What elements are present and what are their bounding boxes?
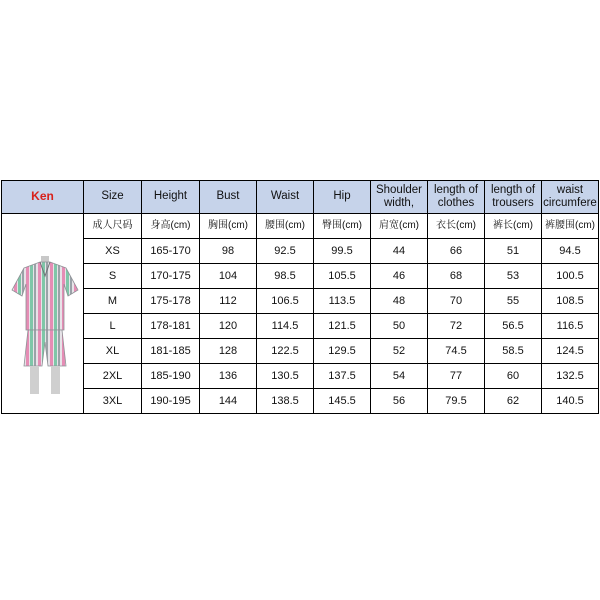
header-cell-bust: Bust — [200, 181, 257, 214]
table-row — [2, 264, 599, 289]
table-cell: 122.5 — [257, 339, 314, 364]
table-cell: 58.5 — [485, 339, 542, 364]
chinese-header-row — [2, 214, 599, 239]
table-cell: 66 — [428, 239, 485, 264]
table-cell: 92.5 — [257, 239, 314, 264]
product-image-cell — [2, 214, 84, 414]
table-cell: S — [84, 264, 142, 289]
table-cell: 46 — [371, 264, 428, 289]
table-cell: 138.5 — [257, 389, 314, 414]
table-row — [2, 339, 599, 364]
table-cell: 104 — [200, 264, 257, 289]
table-cell: 130.5 — [257, 364, 314, 389]
table-cell: 178-181 — [142, 314, 200, 339]
table-cell: 137.5 — [314, 364, 371, 389]
table-cell: 106.5 — [257, 289, 314, 314]
table-cell: 55 — [485, 289, 542, 314]
table-cell: 99.5 — [314, 239, 371, 264]
header-cell-shoulder-width: Shoulder width, — [371, 181, 428, 214]
table-row — [2, 364, 599, 389]
table-cell: 140.5 — [542, 389, 599, 414]
table-cell: 144 — [200, 389, 257, 414]
table-cell: 94.5 — [542, 239, 599, 264]
cn-cell: 肩宽(cm) — [371, 214, 428, 239]
table-cell: 145.5 — [314, 389, 371, 414]
table-cell: 50 — [371, 314, 428, 339]
table-cell: 56.5 — [485, 314, 542, 339]
table-cell: 79.5 — [428, 389, 485, 414]
table-cell: 175-178 — [142, 289, 200, 314]
table-cell: 128 — [200, 339, 257, 364]
table-cell: 105.5 — [314, 264, 371, 289]
table-cell: 98.5 — [257, 264, 314, 289]
table-cell: 48 — [371, 289, 428, 314]
table-cell: 121.5 — [314, 314, 371, 339]
table-cell: 181-185 — [142, 339, 200, 364]
table-cell: 52 — [371, 339, 428, 364]
table-cell: 60 — [485, 364, 542, 389]
table-cell: 112 — [200, 289, 257, 314]
table-cell: 56 — [371, 389, 428, 414]
table-cell: 165-170 — [142, 239, 200, 264]
table-cell: L — [84, 314, 142, 339]
pajama-set-image — [2, 226, 84, 402]
cn-cell: 胸围(cm) — [200, 214, 257, 239]
table-cell: 72 — [428, 314, 485, 339]
size-chart-table — [1, 180, 599, 414]
table-cell: 170-175 — [142, 264, 200, 289]
table-cell: M — [84, 289, 142, 314]
table-cell: 68 — [428, 264, 485, 289]
table-cell: 132.5 — [542, 364, 599, 389]
table-row — [2, 389, 599, 414]
table-cell: 120 — [200, 314, 257, 339]
table-cell: 108.5 — [542, 289, 599, 314]
cn-cell: 成人尺码 — [84, 214, 142, 239]
header-cell-height: Height — [142, 181, 200, 214]
header-cell-size: Size — [84, 181, 142, 214]
table-cell: 70 — [428, 289, 485, 314]
table-cell: 51 — [485, 239, 542, 264]
header-cell-hip: Hip — [314, 181, 371, 214]
cn-cell: 衣长(cm) — [428, 214, 485, 239]
table-row — [2, 314, 599, 339]
table-cell: 77 — [428, 364, 485, 389]
table-cell: 129.5 — [314, 339, 371, 364]
header-cell-waist: Waist — [257, 181, 314, 214]
table-cell: 100.5 — [542, 264, 599, 289]
cn-cell: 身高(cm) — [142, 214, 200, 239]
cn-cell: 裤长(cm) — [485, 214, 542, 239]
table-cell: 98 — [200, 239, 257, 264]
table-cell: 54 — [371, 364, 428, 389]
header-row — [2, 181, 599, 214]
table-cell: 124.5 — [542, 339, 599, 364]
table-cell: 190-195 — [142, 389, 200, 414]
table-cell: 44 — [371, 239, 428, 264]
cn-cell: 臀围(cm) — [314, 214, 371, 239]
table-cell: 53 — [485, 264, 542, 289]
table-cell: 74.5 — [428, 339, 485, 364]
table-cell: 185-190 — [142, 364, 200, 389]
header-cell-length-of-trousers: length of trousers — [485, 181, 542, 214]
cn-cell: 腰围(cm) — [257, 214, 314, 239]
header-cell-length-of-clothes: length of clothes — [428, 181, 485, 214]
table-row — [2, 289, 599, 314]
table-cell: 113.5 — [314, 289, 371, 314]
table-cell: 114.5 — [257, 314, 314, 339]
table-cell: 62 — [485, 389, 542, 414]
table-cell: XL — [84, 339, 142, 364]
header-cell-brand: Ken — [2, 181, 84, 214]
table-cell: 2XL — [84, 364, 142, 389]
table-cell: XS — [84, 239, 142, 264]
table-cell: 3XL — [84, 389, 142, 414]
table-cell: 136 — [200, 364, 257, 389]
table-cell: 116.5 — [542, 314, 599, 339]
header-cell-waist-circumference: waist circumfere — [542, 181, 599, 214]
table-row — [2, 239, 599, 264]
cn-cell: 裤腰围(cm) — [542, 214, 599, 239]
